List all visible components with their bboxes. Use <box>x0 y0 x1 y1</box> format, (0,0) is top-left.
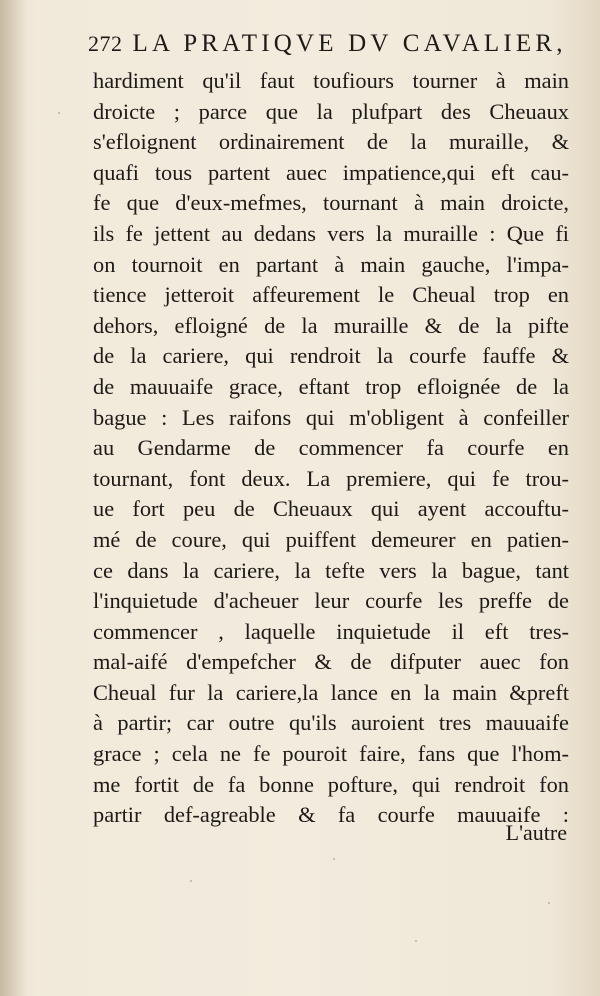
page-number: 272 <box>88 31 123 56</box>
body-text <box>93 66 569 831</box>
gutter-shadow <box>0 0 26 996</box>
text-line: quafi tous partent auec impatience,qui eft cau- <box>93 159 569 185</box>
text-line: à partir; car outre qu'ils auroient tres mauuaife <box>93 710 569 736</box>
text-line: ils fe jettent au dedans vers la muraille : Que fi <box>93 220 569 246</box>
text-line: mé de coure, qui puiffent demeurer en patien- <box>93 526 569 552</box>
text-line: grace ; cela ne fe pouroit faire, fans que l'hom- <box>93 741 569 767</box>
text-line: droicte ; parce que la plufpart des Cheuaux <box>93 98 569 124</box>
paper-speck <box>190 880 192 882</box>
text-line: de mauuaife grace, eftant trop efloignée de la <box>93 373 569 399</box>
text-line: tience jetteroit affeurement le Cheual trop en <box>93 282 569 308</box>
text-line: de la cariere, qui rendroit la courfe fauffe & <box>93 343 569 369</box>
text-line: mal-aifé d'empefcher & de difputer auec fon <box>93 649 569 675</box>
paper-speck <box>415 940 417 942</box>
text-line: bague : Les raifons qui m'obligent à confeiller <box>93 404 569 430</box>
text-line: me fortit de fa bonne pofture, qui rendroit fon <box>93 771 569 797</box>
text-line: on tournoit en partant à main gauche, l'impa- <box>93 251 569 277</box>
text-line: ue fort peu de Cheuaux qui ayent accouftu- <box>93 496 569 522</box>
text-line: commencer , laquelle inquietude il eft tres- <box>93 618 569 644</box>
text-line: Cheual fur la cariere,la lance en la main &preft <box>93 679 569 705</box>
text-line: tournant, font deux. La premiere, qui fe trou- <box>93 465 569 491</box>
text-line: s'efloignent ordinairement de la muraille, & <box>93 129 569 155</box>
paper-speck <box>58 112 60 114</box>
text-line: fe que d'eux-mefmes, tournant à main droicte, <box>93 190 569 216</box>
paper-speck <box>333 858 335 860</box>
text-line: ce dans la cariere, la tefte vers la bague, tant <box>93 557 569 583</box>
text-line: partir def-agreable & fa courfe mauuaife : <box>93 802 569 828</box>
running-head <box>88 30 567 60</box>
running-title: LA PRATIQVE DV CAVALIER, <box>132 30 567 57</box>
catchword: L'autre <box>505 820 567 845</box>
text-line: l'inquietude d'acheuer leur courfe les preffe de <box>93 588 569 614</box>
text-line: hardiment qu'il faut toufiours tourner à main <box>93 68 569 93</box>
text-line: dehors, efloigné de la muraille & de la pifte <box>93 312 569 338</box>
text-line: au Gendarme de commencer fa courfe en <box>93 435 569 461</box>
paper-speck <box>548 902 550 904</box>
